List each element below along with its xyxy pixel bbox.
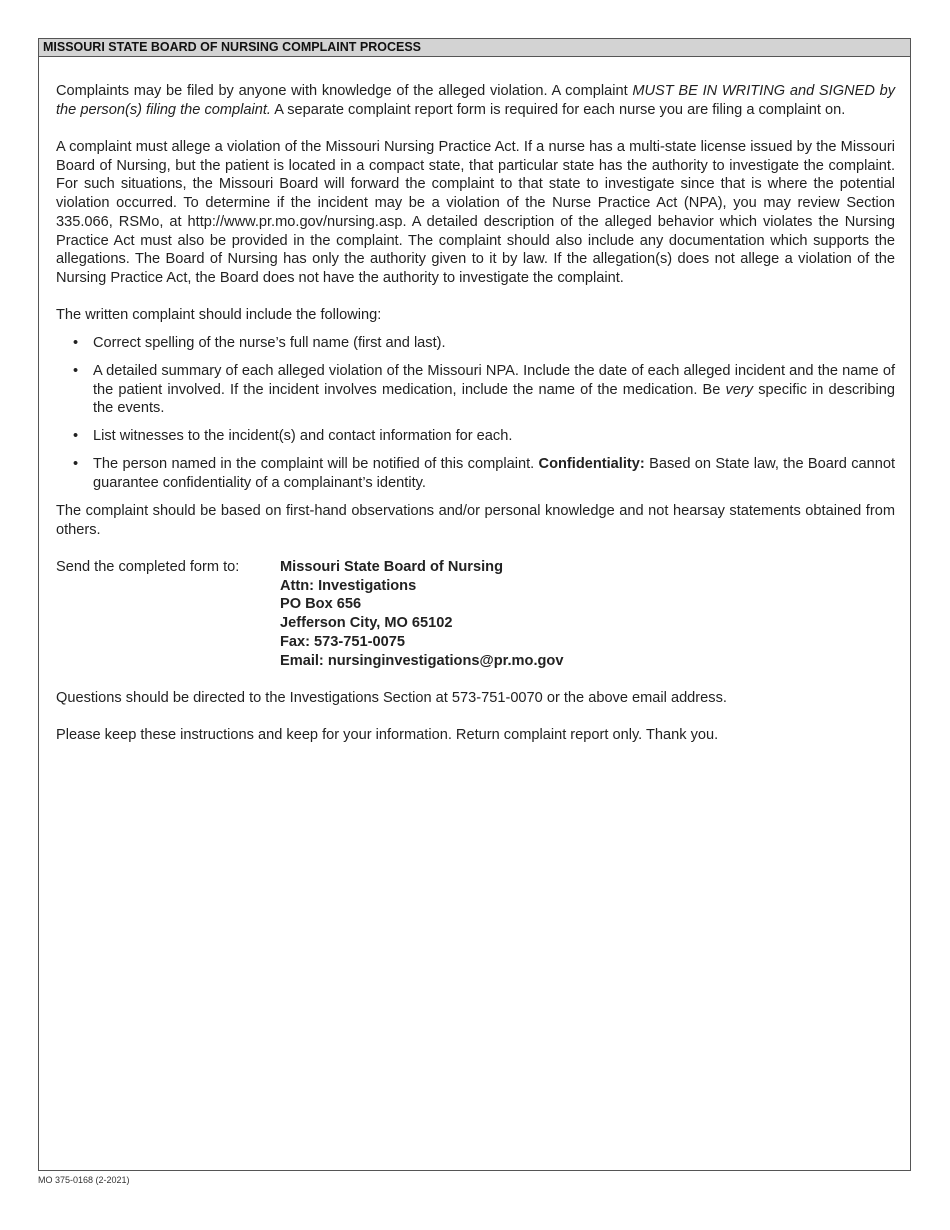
list-item-text: The person named in the complaint will be notified of this complaint.: [93, 456, 539, 473]
form-header: MISSOURI STATE BOARD OF NURSING COMPLAINT PROCESS: [39, 39, 910, 57]
form-code: MO 375-0168 (2-2021): [38, 1175, 130, 1185]
list-item-text: Correct spelling of the nurse’s full name (first and last).: [93, 334, 446, 351]
list-item: [56, 427, 895, 446]
paragraph-filing-emphasis: MUST BE IN WRITING and SIGNED by the person(s) filing the complaint.: [56, 83, 895, 118]
confidentiality-label: Confidentiality:: [538, 456, 645, 473]
instructions-body: [56, 82, 895, 745]
address-line: Missouri State Board of Nursing: [280, 559, 503, 576]
list-item-text: A detailed summary of each alleged violation of the Missouri NPA. Include the date of each alleged incident and the name of the patient involved. If the incident involves medication, include the name of the medication. Be: [93, 362, 895, 398]
closing-paragraph: Please keep these instructions and keep for your information. Return complaint report only. Thank you.: [56, 727, 719, 744]
address-line: PO Box 656: [280, 596, 362, 613]
form-frame: [38, 38, 911, 1171]
paragraph-filing-text: Complaints may be filed by anyone with knowledge of the alleged violation. A complaint: [56, 83, 633, 99]
list-item: [56, 334, 895, 353]
list-item: [56, 362, 895, 418]
requirements-list: [56, 334, 895, 493]
paragraph-firsthand: The complaint should be based on first-hand observations and/or personal knowledge and not hearsay statements obtained from others.: [56, 503, 895, 538]
mailing-address: [280, 558, 563, 670]
fax-line: Fax: 573-751-0075: [280, 633, 405, 650]
address-line: Attn: Investigations: [280, 577, 417, 594]
bullet-icon: •: [73, 428, 79, 445]
paragraph-filing: [56, 82, 895, 119]
paragraph-allegation: A complaint must allege a violation of the Missouri Nursing Practice Act. If a nurse has a multi-state license issued by the Missouri Board of Nursing, but the patient is located in a compact state, that particular state has the authority to investigate the complaint. For such situations, the Missouri Board will forward the complaint to that state to investigate since that is where the potential violation occurred. To determine if the incident may be a violation of the Nurse Practice Act (NPA), you may review Section 335.066, RSMo, at http://www.pr.mo.gov/nursing.asp. A detailed description of the alleged behavior which violates the Nursing Practice Act must also be provided in the complaint. The complaint should also include any documentation which supports the allegations. The Board of Nursing has only the authority given to it by law. If the allegation(s) does not allege a violation of the Nursing Practice Act, the Board does not have the authority to investigate the complaint.: [56, 139, 895, 286]
send-label: Send the completed form to:: [56, 559, 240, 576]
bullet-icon: •: [73, 362, 79, 379]
mailing-section: [56, 558, 895, 670]
address-line: Jefferson City, MO 65102: [280, 615, 453, 632]
questions-paragraph: Questions should be directed to the Investigations Section at 573-751-0070 or the above email address.: [56, 689, 727, 706]
email-line: Email: nursinginvestigations@pr.mo.gov: [280, 652, 564, 669]
list-intro: The written complaint should include the following:: [56, 307, 382, 324]
list-item-emphasis: very: [725, 381, 754, 398]
list-item-text: List witnesses to the incident(s) and contact information for each.: [93, 428, 513, 445]
bullet-icon: •: [73, 456, 79, 473]
list-item: [56, 455, 895, 492]
bullet-icon: •: [73, 334, 79, 351]
list-item-text-end: Based on State law, the Board cannot guarantee confidentiality of a complainant’s identity.: [93, 456, 896, 492]
paragraph-filing-text-end: A separate complaint report form is required for each nurse you are filing a complaint on.: [270, 101, 846, 118]
list-item-text-end: specific in describing the events.: [93, 381, 895, 417]
